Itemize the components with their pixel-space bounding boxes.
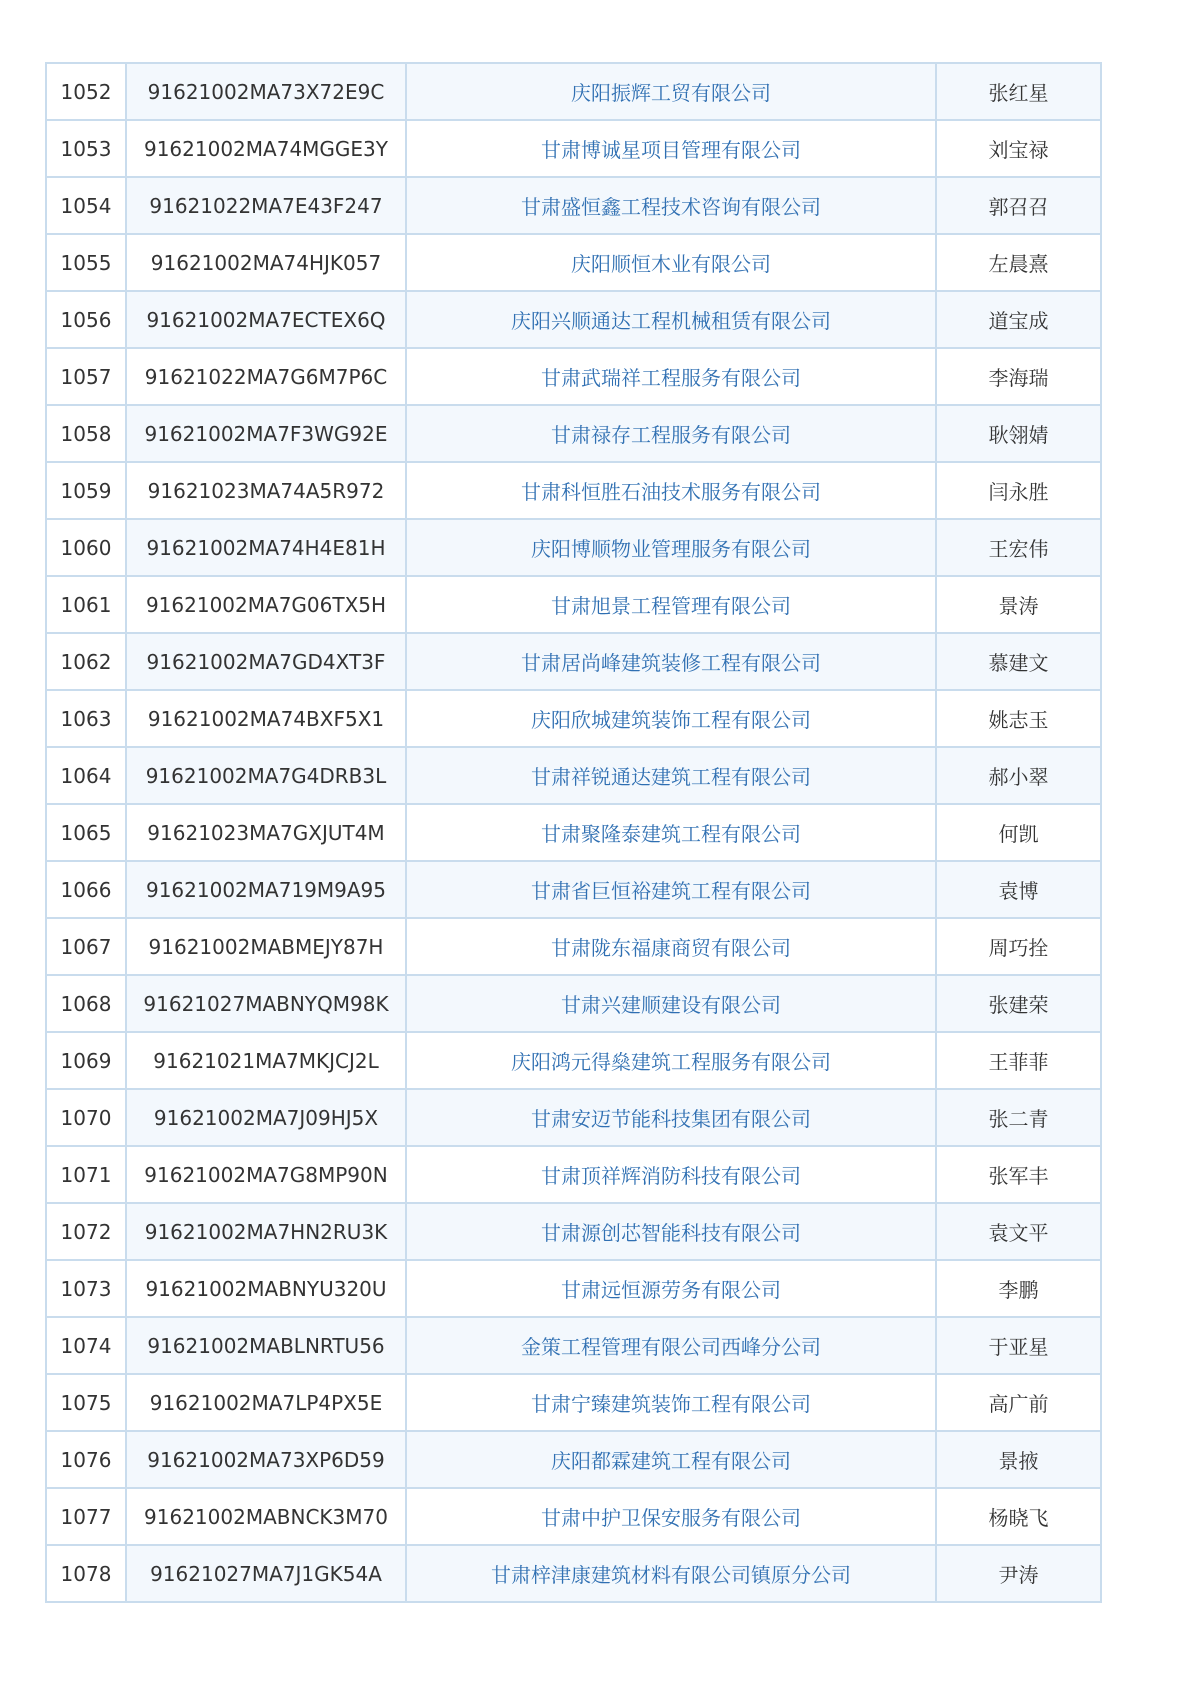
legal-representative-cell: 于亚星 [936,1317,1101,1374]
company-name-cell: 金策工程管理有限公司西峰分公司 [406,1317,936,1374]
table-row [46,1032,1101,1089]
legal-representative-cell: 慕建文 [936,633,1101,690]
company-name-cell: 甘肃武瑞祥工程服务有限公司 [406,348,936,405]
legal-representative-cell: 闫永胜 [936,462,1101,519]
table-row [46,1374,1101,1431]
row-number-cell: 1070 [46,1089,126,1146]
company-name-cell: 庆阳欣城建筑装饰工程有限公司 [406,690,936,747]
table-row [46,975,1101,1032]
legal-representative-cell: 周巧拴 [936,918,1101,975]
table-row [46,576,1101,633]
table-row [46,291,1101,348]
table-row [46,234,1101,291]
row-number-cell: 1060 [46,519,126,576]
legal-representative-cell: 耿翎婧 [936,405,1101,462]
table-row [46,1317,1101,1374]
row-number-cell: 1072 [46,1203,126,1260]
table-row [46,1203,1101,1260]
row-number-cell: 1078 [46,1545,126,1602]
credit-code-cell: 91621002MABLNRTU56 [126,1317,406,1374]
legal-representative-cell: 姚志玉 [936,690,1101,747]
credit-code-cell: 91621002MA7GD4XT3F [126,633,406,690]
company-name-cell: 庆阳都霖建筑工程有限公司 [406,1431,936,1488]
table-row [46,918,1101,975]
company-name-cell: 甘肃旭景工程管理有限公司 [406,576,936,633]
legal-representative-cell: 王宏伟 [936,519,1101,576]
legal-representative-cell: 张军丰 [936,1146,1101,1203]
table-row [46,519,1101,576]
credit-code-cell: 91621002MA73X72E9C [126,63,406,120]
table-row [46,1431,1101,1488]
table-row [46,747,1101,804]
table-row [46,1488,1101,1545]
company-name-cell: 甘肃聚隆泰建筑工程有限公司 [406,804,936,861]
credit-code-cell: 91621002MA74BXF5X1 [126,690,406,747]
legal-representative-cell: 尹涛 [936,1545,1101,1602]
credit-code-cell: 91621027MA7J1GK54A [126,1545,406,1602]
row-number-cell: 1074 [46,1317,126,1374]
legal-representative-cell: 张红星 [936,63,1101,120]
company-name-cell: 庆阳鸿元得燊建筑工程服务有限公司 [406,1032,936,1089]
table-row [46,804,1101,861]
company-name-cell: 甘肃梓津康建筑材料有限公司镇原分公司 [406,1545,936,1602]
credit-code-cell: 91621002MABMEJY87H [126,918,406,975]
company-name-cell: 甘肃博诚星项目管理有限公司 [406,120,936,177]
company-name-cell: 甘肃宁臻建筑装饰工程有限公司 [406,1374,936,1431]
credit-code-cell: 91621002MA719M9A95 [126,861,406,918]
table-row [46,861,1101,918]
row-number-cell: 1077 [46,1488,126,1545]
table-row [46,1146,1101,1203]
credit-code-cell: 91621027MABNYQM98K [126,975,406,1032]
row-number-cell: 1067 [46,918,126,975]
row-number-cell: 1052 [46,63,126,120]
table-row [46,690,1101,747]
company-name-cell: 甘肃顶祥辉消防科技有限公司 [406,1146,936,1203]
company-name-cell: 甘肃盛恒鑫工程技术咨询有限公司 [406,177,936,234]
credit-code-cell: 91621023MA7GXJUT4M [126,804,406,861]
row-number-cell: 1056 [46,291,126,348]
table-row [46,405,1101,462]
credit-code-cell: 91621002MABNCK3M70 [126,1488,406,1545]
company-name-cell: 甘肃科恒胜石油技术服务有限公司 [406,462,936,519]
table-row [46,348,1101,405]
credit-code-cell: 91621021MA7MKJCJ2L [126,1032,406,1089]
company-name-cell: 甘肃兴建顺建设有限公司 [406,975,936,1032]
table-row [46,63,1101,120]
row-number-cell: 1055 [46,234,126,291]
company-name-cell: 庆阳振辉工贸有限公司 [406,63,936,120]
table-row [46,462,1101,519]
legal-representative-cell: 郝小翠 [936,747,1101,804]
table-row [46,1260,1101,1317]
legal-representative-cell: 刘宝禄 [936,120,1101,177]
legal-representative-cell: 景涛 [936,576,1101,633]
credit-code-cell: 91621002MA7HN2RU3K [126,1203,406,1260]
legal-representative-cell: 李海瑞 [936,348,1101,405]
credit-code-cell: 91621002MA7F3WG92E [126,405,406,462]
credit-code-cell: 91621022MA7G6M7P6C [126,348,406,405]
legal-representative-cell: 袁文平 [936,1203,1101,1260]
company-table-container [45,62,1100,1603]
credit-code-cell: 91621002MA7G06TX5H [126,576,406,633]
table-row [46,1089,1101,1146]
table-row [46,120,1101,177]
legal-representative-cell: 景掖 [936,1431,1101,1488]
row-number-cell: 1063 [46,690,126,747]
row-number-cell: 1076 [46,1431,126,1488]
company-name-cell: 甘肃安迈节能科技集团有限公司 [406,1089,936,1146]
row-number-cell: 1073 [46,1260,126,1317]
row-number-cell: 1058 [46,405,126,462]
legal-representative-cell: 左晨熹 [936,234,1101,291]
row-number-cell: 1064 [46,747,126,804]
company-name-cell: 庆阳顺恒木业有限公司 [406,234,936,291]
row-number-cell: 1062 [46,633,126,690]
row-number-cell: 1068 [46,975,126,1032]
table-row [46,633,1101,690]
company-table [45,62,1102,1603]
credit-code-cell: 91621022MA7E43F247 [126,177,406,234]
credit-code-cell: 91621002MA7G4DRB3L [126,747,406,804]
legal-representative-cell: 袁博 [936,861,1101,918]
row-number-cell: 1066 [46,861,126,918]
company-name-cell: 庆阳兴顺通达工程机械租赁有限公司 [406,291,936,348]
legal-representative-cell: 张二青 [936,1089,1101,1146]
company-name-cell: 甘肃中护卫保安服务有限公司 [406,1488,936,1545]
row-number-cell: 1069 [46,1032,126,1089]
credit-code-cell: 91621002MA7LP4PX5E [126,1374,406,1431]
credit-code-cell: 91621002MA7G8MP90N [126,1146,406,1203]
legal-representative-cell: 郭召召 [936,177,1101,234]
row-number-cell: 1071 [46,1146,126,1203]
company-name-cell: 甘肃禄存工程服务有限公司 [406,405,936,462]
company-name-cell: 甘肃祥锐通达建筑工程有限公司 [406,747,936,804]
company-name-cell: 庆阳博顺物业管理服务有限公司 [406,519,936,576]
credit-code-cell: 91621002MA73XP6D59 [126,1431,406,1488]
company-name-cell: 甘肃远恒源劳务有限公司 [406,1260,936,1317]
legal-representative-cell: 高广前 [936,1374,1101,1431]
credit-code-cell: 91621002MA7J09HJ5X [126,1089,406,1146]
legal-representative-cell: 杨晓飞 [936,1488,1101,1545]
credit-code-cell: 91621002MA7ECTEX6Q [126,291,406,348]
credit-code-cell: 91621002MABNYU320U [126,1260,406,1317]
row-number-cell: 1065 [46,804,126,861]
table-row [46,177,1101,234]
credit-code-cell: 91621002MA74MGGE3Y [126,120,406,177]
row-number-cell: 1059 [46,462,126,519]
credit-code-cell: 91621023MA74A5R972 [126,462,406,519]
row-number-cell: 1061 [46,576,126,633]
company-name-cell: 甘肃源创芯智能科技有限公司 [406,1203,936,1260]
row-number-cell: 1075 [46,1374,126,1431]
company-name-cell: 甘肃省巨恒裕建筑工程有限公司 [406,861,936,918]
row-number-cell: 1057 [46,348,126,405]
legal-representative-cell: 张建荣 [936,975,1101,1032]
credit-code-cell: 91621002MA74H4E81H [126,519,406,576]
legal-representative-cell: 何凯 [936,804,1101,861]
credit-code-cell: 91621002MA74HJK057 [126,234,406,291]
company-table-body [46,63,1101,1602]
row-number-cell: 1053 [46,120,126,177]
legal-representative-cell: 道宝成 [936,291,1101,348]
table-row [46,1545,1101,1602]
company-name-cell: 甘肃陇东福康商贸有限公司 [406,918,936,975]
row-number-cell: 1054 [46,177,126,234]
company-name-cell: 甘肃居尚峰建筑装修工程有限公司 [406,633,936,690]
legal-representative-cell: 李鹏 [936,1260,1101,1317]
legal-representative-cell: 王菲菲 [936,1032,1101,1089]
